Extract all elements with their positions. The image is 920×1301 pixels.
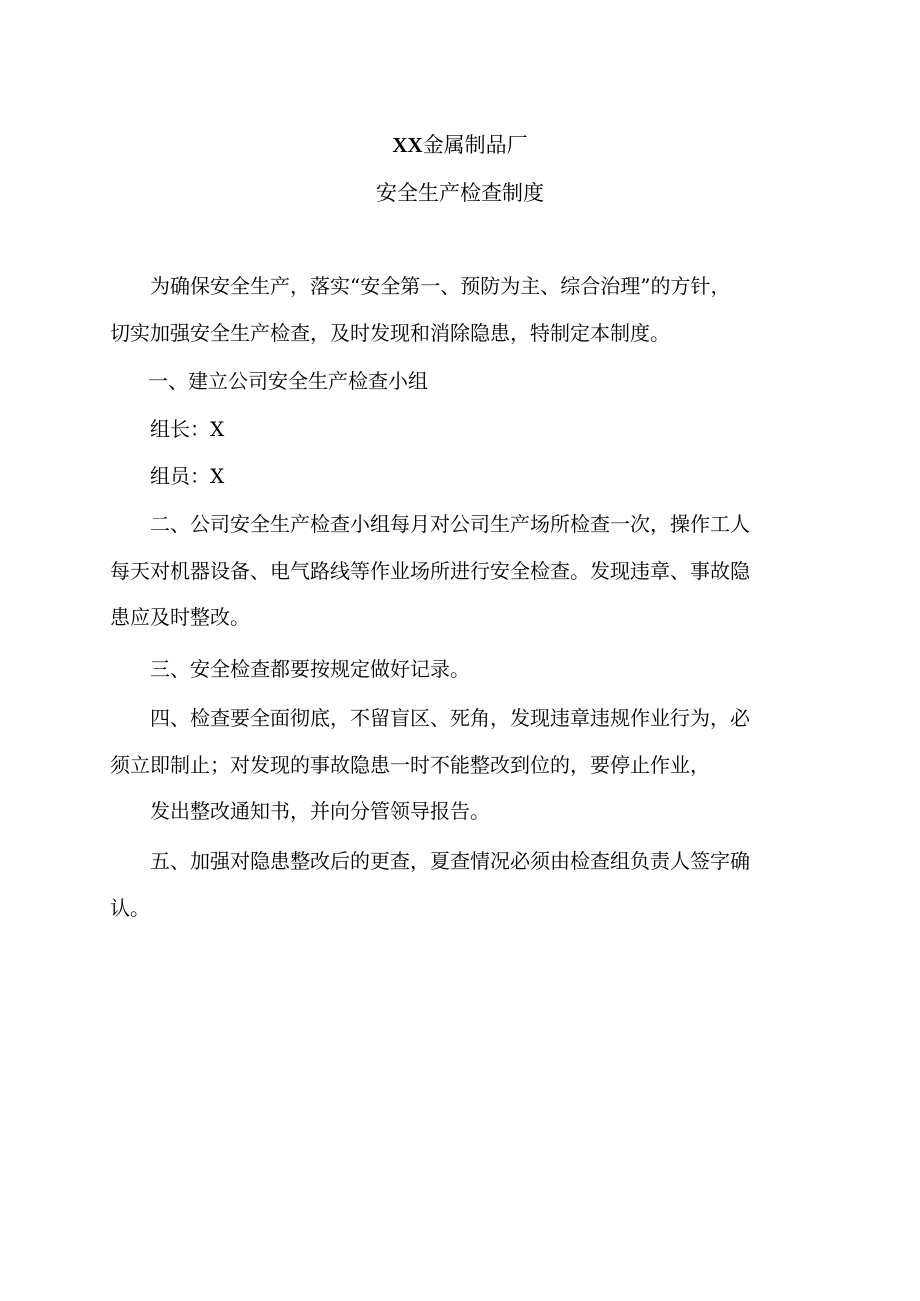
leader-line bbox=[110, 406, 850, 453]
section2-paragraph bbox=[110, 501, 810, 641]
company-prefix: XX bbox=[392, 133, 423, 157]
section5-line-1: 五、加强对隐患整改后的更查，夏查情况必须由检查组负责人签字确 bbox=[150, 849, 750, 873]
company-name bbox=[0, 130, 920, 160]
section1-heading: 一、建立公司安全生产检查小组 bbox=[148, 369, 428, 393]
section4-line-1: 四、检查要全面彻底，不留盲区、死角，发现违章违规作业行为，必 bbox=[150, 706, 750, 730]
members-text: 组员：X bbox=[150, 464, 225, 488]
section5-line-2: 认。 bbox=[110, 895, 150, 920]
section4-paragraph bbox=[110, 695, 810, 835]
section4-line-2: 须立即制止；对发现的事故隐患一时不能整改到位的，要停止作业， bbox=[110, 752, 710, 777]
document-title: 安全生产检查制度 bbox=[376, 181, 544, 205]
company-name-text: 金属制品厂 bbox=[422, 133, 528, 157]
members-line bbox=[110, 453, 850, 500]
section5-paragraph bbox=[110, 838, 810, 931]
intro-paragraph bbox=[110, 263, 810, 356]
section2-line-2: 每天对机器设备、电气路线等作业场所进行安全检查。发现违章、事故隐 bbox=[110, 558, 750, 583]
section4-line-3: 发出整改通知书，并向分管领导报告。 bbox=[150, 799, 490, 823]
intro-line-1: 为确保安全生产，落实“安全第一、预防为主、综合治理”的方针， bbox=[150, 274, 731, 298]
section3-paragraph: 三、安全检查都要按规定做好记录。 bbox=[150, 657, 470, 681]
section2-line-3: 患应及时整改。 bbox=[110, 605, 250, 629]
section2-line-1: 二、公司安全生产检查小组每月对公司生产场所检查一次，操作工人 bbox=[150, 512, 750, 536]
leader-text: 组长：X bbox=[150, 417, 225, 441]
intro-line-2: 切实加强安全生产检查，及时发现和消除隐患，特制定本制度。 bbox=[110, 320, 670, 345]
